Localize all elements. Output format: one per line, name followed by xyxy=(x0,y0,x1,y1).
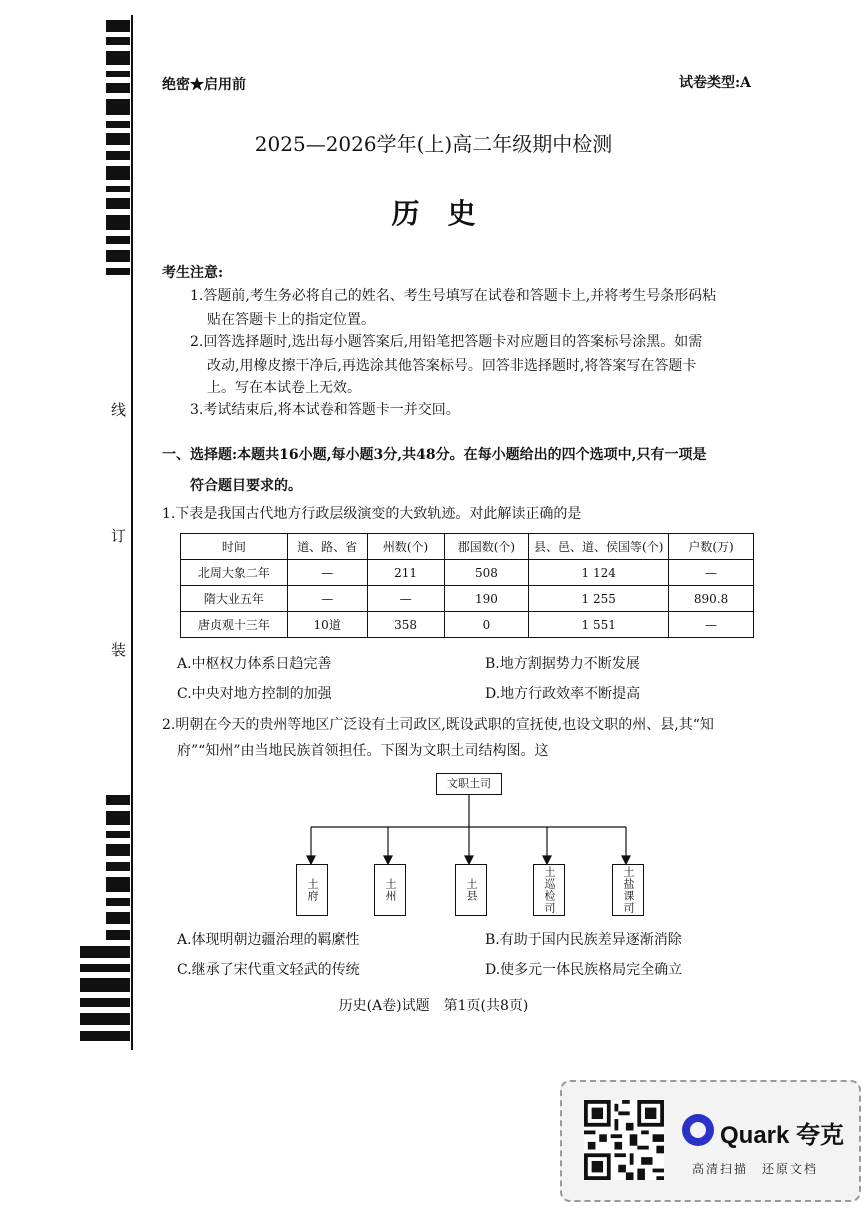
quark-scan-badge xyxy=(560,1080,861,1202)
table-cell: 唐贞观十三年 xyxy=(181,612,288,638)
notice-title: 考生注意: xyxy=(162,265,224,281)
quark-tagline: 高清扫描 还原文档 xyxy=(692,1162,819,1176)
section-heading-cont: 符合题目要求的。 xyxy=(190,478,302,494)
table-cell: 1 255 xyxy=(529,586,669,612)
qr-code-icon xyxy=(584,1100,664,1180)
table-cell: 890.8 xyxy=(669,586,754,612)
table-row xyxy=(181,560,754,586)
q1-option-b: B.地方割据势力不断发展 xyxy=(485,656,640,672)
page-footer: 历史(A卷)试题 第1页(共8页) xyxy=(338,998,529,1014)
q2-option-b: B.有助于国内民族差异逐渐消除 xyxy=(485,932,682,948)
exam-title: 2025—2026学年(上)高二年级期中检测 xyxy=(254,132,613,156)
table-header: 郡国数(个) xyxy=(444,534,529,560)
table-cell: — xyxy=(287,560,367,586)
org-node-tuxian: 土县 xyxy=(455,864,487,916)
table-cell: 隋大业五年 xyxy=(181,586,288,612)
binding-line xyxy=(131,15,133,1050)
table-cell: — xyxy=(287,586,367,612)
admin-levels-table xyxy=(180,533,754,638)
table-header: 道、路、省 xyxy=(287,534,367,560)
table-header: 县、邑、道、侯国等(个) xyxy=(529,534,669,560)
binding-mark-xian: 线 xyxy=(109,402,127,417)
org-root-wenzhi-tusi: 文职土司 xyxy=(436,773,502,795)
table-cell: 190 xyxy=(444,586,529,612)
table-cell: 10道 xyxy=(287,612,367,638)
table-header: 户数(万) xyxy=(669,534,754,560)
table-header: 州数(个) xyxy=(367,534,444,560)
notice-line: 改动,用橡皮擦干净后,再选涂其他答案标号。回答非选择题时,将答案写在答题卡 xyxy=(207,358,697,374)
question-1-stem: 1.下表是我国古代地方行政层级演变的大致轨迹。对此解读正确的是 xyxy=(162,506,582,522)
table-cell: — xyxy=(669,612,754,638)
table-cell: — xyxy=(669,560,754,586)
table-row xyxy=(181,612,754,638)
table-cell: 508 xyxy=(444,560,529,586)
binding-mark-ding: 订 xyxy=(109,528,127,543)
q1-option-c: C.中央对地方控制的加强 xyxy=(177,686,332,702)
table-cell: 211 xyxy=(367,560,444,586)
org-node-tufu: 土府 xyxy=(296,864,328,916)
q1-option-a: A.中枢权力体系日趋完善 xyxy=(177,656,332,672)
q2-option-a: A.体现明朝边疆治理的羁縻性 xyxy=(177,932,360,948)
table-cell: 1 551 xyxy=(529,612,669,638)
question-2-stem: 2.明朝在今天的贵州等地区广泛设有土司政区,既设武职的宣抚使,也设文职的州、县,其“知 xyxy=(162,717,714,733)
table-header: 时间 xyxy=(181,534,288,560)
org-node-xunjiansi: 土巡检司 xyxy=(533,864,565,916)
table-row xyxy=(181,586,754,612)
q2-option-d: D.使多元一体民族格局完全确立 xyxy=(485,962,683,978)
notice-line: 贴在答题卡上的指定位置。 xyxy=(207,312,375,328)
notice-line: 3.考试结束后,将本试卷和答题卡一并交回。 xyxy=(190,402,460,418)
paper-type-label: 试卷类型:A xyxy=(679,75,752,91)
table-cell: 0 xyxy=(444,612,529,638)
confidential-label: 绝密★启用前 xyxy=(162,77,246,93)
section-heading: 一、选择题:本题共16小题,每小题3分,共48分。在每小题给出的四个选项中,只有一项是 xyxy=(162,447,707,463)
table-cell: 1 124 xyxy=(529,560,669,586)
q1-option-d: D.地方行政效率不断提高 xyxy=(485,686,641,702)
binding-mark-zhuang: 装 xyxy=(109,642,127,657)
q2-option-c: C.继承了宋代重文轻武的传统 xyxy=(177,962,360,978)
table-cell: — xyxy=(367,586,444,612)
subject-title: 历 史 xyxy=(391,197,476,230)
question-2-stem-cont: 府”“知州”由当地民族首领担任。下图为文职土司结构图。这 xyxy=(177,743,549,759)
quark-logo-icon xyxy=(682,1114,714,1146)
table-header-row xyxy=(181,534,754,560)
org-node-yankesi: 土盐课司 xyxy=(612,864,644,916)
notice-line: 上。写在本试卷上无效。 xyxy=(207,380,361,396)
notice-line: 1.答题前,考生务必将自己的姓名、考生号填写在试卷和答题卡上,并将考生号条形码粘 xyxy=(190,288,717,304)
org-node-tuzhou: 土州 xyxy=(374,864,406,916)
table-cell: 北周大象二年 xyxy=(181,560,288,586)
quark-brand: Quark 夸克 xyxy=(720,1122,845,1149)
table-cell: 358 xyxy=(367,612,444,638)
notice-line: 2.回答选择题时,选出每小题答案后,用铅笔把答题卡对应题目的答案标号涂黑。如需 xyxy=(190,334,703,350)
